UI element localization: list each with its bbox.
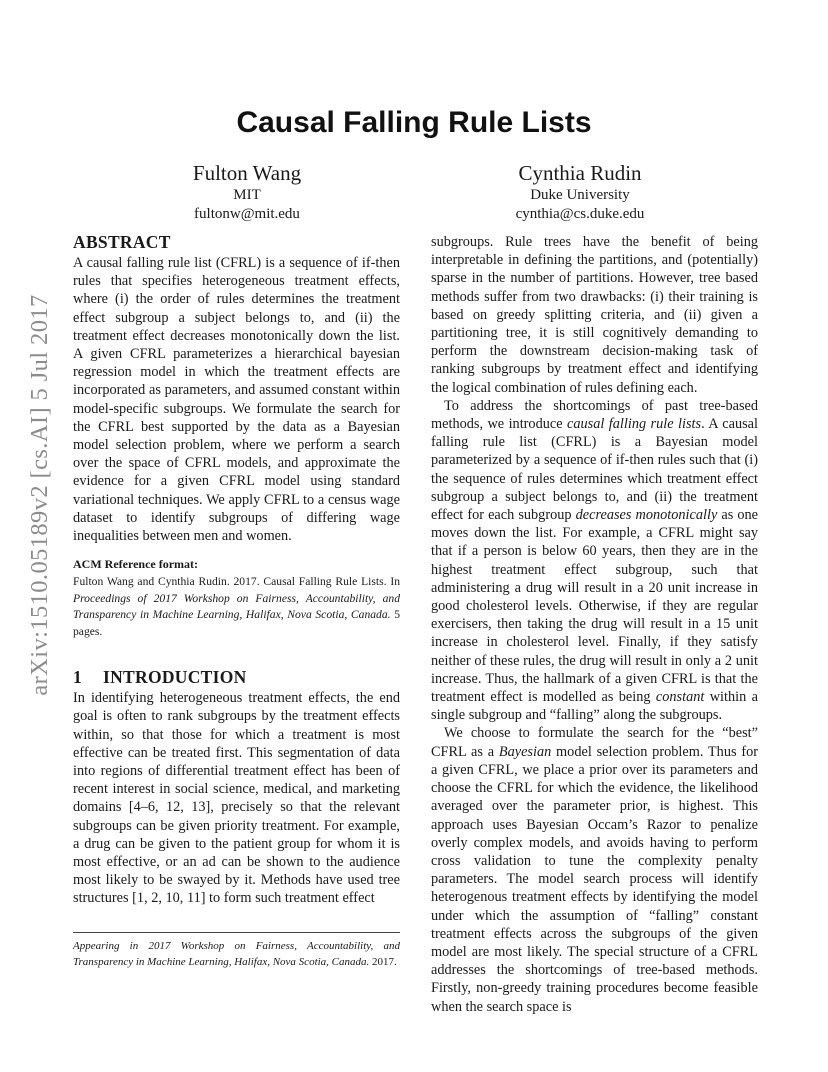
introduction-heading	[73, 665, 400, 689]
section-title: INTRODUCTION	[103, 667, 247, 688]
acm-reference-heading: ACM Reference format:	[73, 557, 199, 572]
intro-paragraph-2	[431, 397, 758, 725]
acm-reference-pages: 5 pages.	[73, 608, 400, 638]
author-block	[430, 160, 730, 224]
author-email: fultonw@mit.edu	[194, 206, 300, 222]
emphasis-run: causal falling rule lists	[567, 416, 702, 433]
abstract-text: A causal falling rule list (CFRL) is a sequence of if-then rules that specifies heterogeneous treatment effects, where (i) the order of rules determines the treatment effect subgroup a subject belongs to, and (ii) the treatment effect decreases monotonically down the list. A given CFRL parameterizes a hierarchical bayesian regression model in which the treatment effects are incorporated as parameters, and assumed constant within model-specific subgroups. We formulate the search for the CFRL best supported by the data as a Bayesian model selection problem, where we perform a search over the space of CFRL models, and approximate the evidence for a given CFRL model using standard variational techniques. We apply CFRL to a census wage dataset to identify subgroups of differing wage inequalities between men and women.	[73, 255, 400, 545]
arxiv-identifier: arXiv:1510.05189v2 [cs.AI] 5 Jul 2017	[26, 294, 53, 696]
acm-reference	[73, 574, 400, 640]
text-run: . A causal falling rule list (CFRL) is a Bayesian model parameterized by a sequence of if-then rules such that (i) the sequence of rules determines which treatment effect subgroup a subject belongs to, and (ii) the treatment effect for each subgroup	[431, 416, 758, 524]
author-email: cynthia@cs.duke.edu	[515, 206, 645, 222]
emphasis-run: decreases monotonically	[575, 507, 718, 524]
section-number: 1	[73, 667, 83, 688]
intro-paragraph-1-continued: subgroups. Rule trees have the benefit of being interpretable in defining the partitions, and (potentially) sparse in the number of partitions. However, tree based methods suffer from two drawbacks: (i) their training is based on greedy splitting criteria, and (ii) given a partitioning tree, it is still cognitively demanding to perform the downstream decision-making task of ranking subgroups by treatment effect and identifying the logical combination of rules defining each.	[431, 234, 758, 396]
text-run: within a single subgroup and “falling” along the subgroups.	[431, 689, 758, 724]
right-column	[431, 233, 758, 1016]
author-affiliation: Duke University	[530, 187, 630, 203]
emphasis-run: constant	[655, 689, 705, 706]
text-run: as one moves down the list. For example, a CFRL might say that if a person is below 60 years, then they are in the highest treatment effect subgroup, such that administering a drug will result in a 20 unit increase in good cholesterol levels. Otherwise, if they are regular exercisers, then taking the drug will result in a 15 unit increase in cholesterol level. Finally, if they satisfy neither of these rules, the drug will result in only a 2 unit increase. Thus, the hallmark of a given CFRL is that the treatment effect is modelled as being	[431, 507, 758, 706]
author-affiliation: MIT	[233, 187, 261, 203]
text-run: To address the shortcomings of past tree-based methods, we introduce	[431, 397, 758, 433]
footnote-year: 2017.	[369, 956, 397, 968]
author-name: Fulton Wang	[192, 161, 302, 185]
intro-paragraph-1: In identifying heterogeneous treatment effects, the end goal is often to rank subgroups by the treatment effects within, so that those for which a treatment is most effective can be treated first. This segmentation of data into regions of differential treatment effect has been of recent interest in social science, medical, and marketing domains [4–6, 12, 13], precisely so that the relevant subgroups can be given priority treatment. For example, a drug can be given to the patient group for whom it is most effective, or an ad can be shown to the audience most likely to be swayed by it. Methods have used tree structures [1, 2, 10, 11] to form such treatment effect	[73, 690, 400, 907]
acm-reference-venue: Proceedings of 2017 Workshop on Fairness, Accountability, and Transparency in Machine Learning, Halifax, Nova Scotia, Canada.	[73, 591, 400, 622]
abstract-heading: ABSTRACT	[73, 232, 171, 252]
text-run: model selection problem. Thus for a given CFRL, we place a prior over its parameters and choose the CFRL for which the evidence, the likelihood averaged over the parameter prior, is highest. This approach uses Bayesian Occam’s Razor to penalize overly complex models, and avoids having to perform cross validation to tune the complexity penalty parameters. The model search process will identify heterogenous treatment effects by identifying the model under which the assumption of “falling” constant treatment effects across the subgroups of the given model are most likely. The special structure of a CFRL addresses the shortcomings of tree-based methods. Firstly, non-greedy training procedures become feasible when the search space is	[431, 743, 758, 1015]
emphasis-run: Bayesian	[498, 743, 552, 760]
acm-reference-text: Fulton Wang and Cynthia Rudin. 2017. Causal Falling Rule Lists. In	[73, 575, 400, 589]
left-column	[73, 230, 400, 908]
footnote	[73, 932, 400, 970]
text-run: We choose to formulate the search for the “best” CFRL as a	[431, 725, 758, 760]
author-block	[97, 160, 397, 224]
intro-paragraph-3	[431, 724, 758, 1015]
author-name: Cynthia Rudin	[518, 161, 642, 185]
paper-title: Causal Falling Rule Lists	[236, 106, 592, 139]
footnote-venue: Appearing in 2017 Workshop on Fairness, Accountability, and Transparency in Machine Learning, Halifax, Nova Scotia, Canada.	[73, 940, 400, 968]
